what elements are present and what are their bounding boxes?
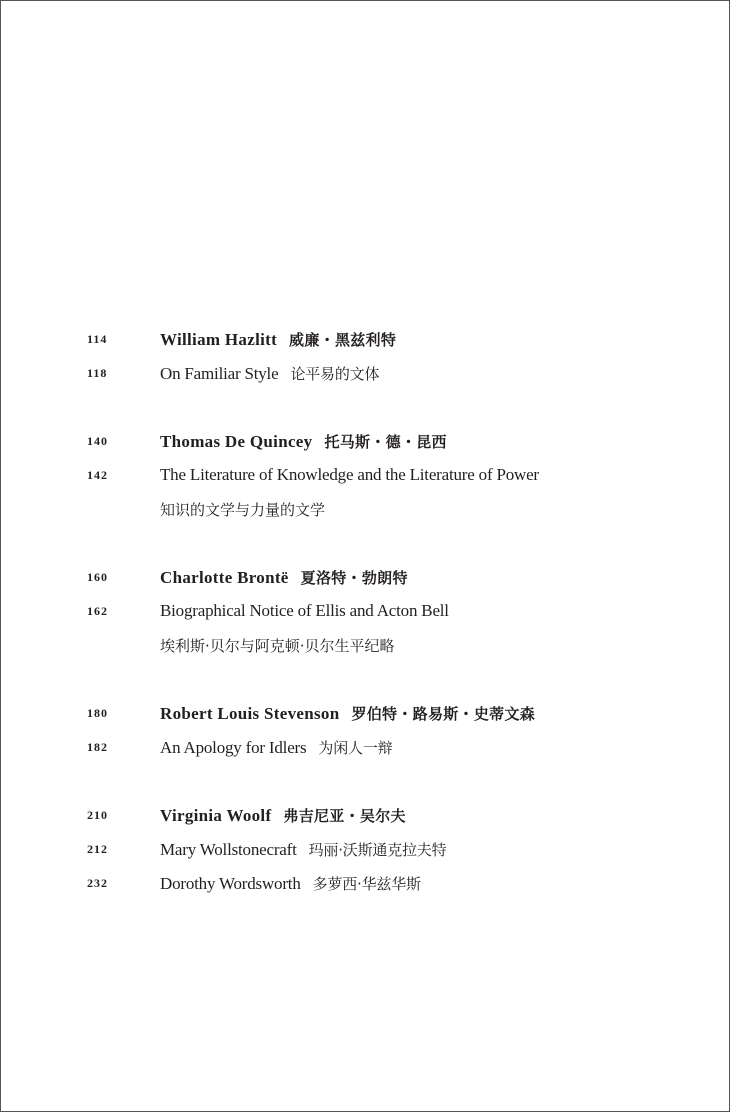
toc-section-woolf (1, 800, 729, 902)
toc-section-bronte (1, 562, 729, 664)
author-name-cn: 弗吉尼亚・吴尔夫 (283, 807, 406, 825)
page-number: 180 (87, 706, 108, 720)
author-name-cn: 威廉・黑兹利特 (289, 331, 397, 349)
toc-author-entry (1, 426, 729, 460)
author-name (160, 567, 408, 588)
author-name (160, 703, 535, 724)
essay-title-en: An Apology for Idlers (160, 738, 307, 757)
essay-title-en: Dorothy Wordsworth (160, 874, 301, 893)
toc-essay-entry-continued (1, 630, 729, 664)
author-name-cn: 罗伯特・路易斯・史蒂文森 (351, 705, 536, 723)
essay-title-cn: 玛丽·沃斯通克拉夫特 (308, 841, 447, 859)
toc-author-entry (1, 698, 729, 732)
page-number: 140 (87, 434, 108, 448)
author-name (160, 431, 447, 452)
essay-title-cn: 为闲人一辩 (318, 739, 393, 757)
toc-essay-entry (1, 868, 729, 902)
page-number: 182 (87, 740, 108, 754)
toc-section-stevenson (1, 698, 729, 766)
author-name (160, 329, 396, 350)
toc-essay-entry-continued (1, 494, 729, 528)
toc-essay-entry (1, 358, 729, 392)
page-number: 114 (87, 332, 108, 346)
essay-title-en: Mary Wollstonecraft (160, 840, 297, 859)
author-name-en: Robert Louis Stevenson (160, 704, 340, 723)
page-number: 142 (87, 468, 108, 482)
author-name-cn: 夏洛特・勃朗特 (300, 569, 408, 587)
essay-title-en: The Literature of Knowledge and the Literature of Power (160, 465, 539, 484)
page-number: 210 (87, 808, 108, 822)
author-name-en: Charlotte Brontë (160, 568, 289, 587)
essay-title-en: Biographical Notice of Ellis and Acton Bell (160, 601, 449, 620)
toc-essay-entry (1, 596, 729, 630)
table-of-contents (1, 324, 729, 936)
essay-title-cn: 知识的文学与力量的文学 (160, 501, 326, 519)
page-number: 160 (87, 570, 108, 584)
author-name-en: Virginia Woolf (160, 806, 272, 825)
toc-author-entry (1, 800, 729, 834)
author-name-en: William Hazlitt (160, 330, 278, 349)
toc-essay-entry (1, 732, 729, 766)
essay-title-cn: 埃利斯·贝尔与阿克顿·贝尔生平纪略 (160, 637, 395, 655)
page-number: 118 (87, 366, 108, 380)
essay-title (160, 363, 379, 384)
essay-title (160, 873, 421, 894)
toc-essay-entry (1, 834, 729, 868)
toc-essay-entry (1, 460, 729, 494)
toc-author-entry (1, 562, 729, 596)
toc-section-de-quincey (1, 426, 729, 528)
author-name (160, 805, 406, 826)
toc-section-hazlitt (1, 324, 729, 392)
essay-title-cn: 多萝西·华兹华斯 (312, 875, 421, 893)
author-name-cn: 托马斯・德・昆西 (324, 433, 447, 451)
page-number: 162 (87, 604, 108, 618)
essay-title-cn: 论平易的文体 (290, 365, 380, 383)
page-number: 232 (87, 876, 108, 890)
essay-title-en: On Familiar Style (160, 364, 279, 383)
toc-author-entry (1, 324, 729, 358)
author-name-en: Thomas De Quincey (160, 432, 313, 451)
page-number: 212 (87, 842, 108, 856)
essay-title (160, 737, 392, 758)
essay-title (160, 839, 446, 860)
